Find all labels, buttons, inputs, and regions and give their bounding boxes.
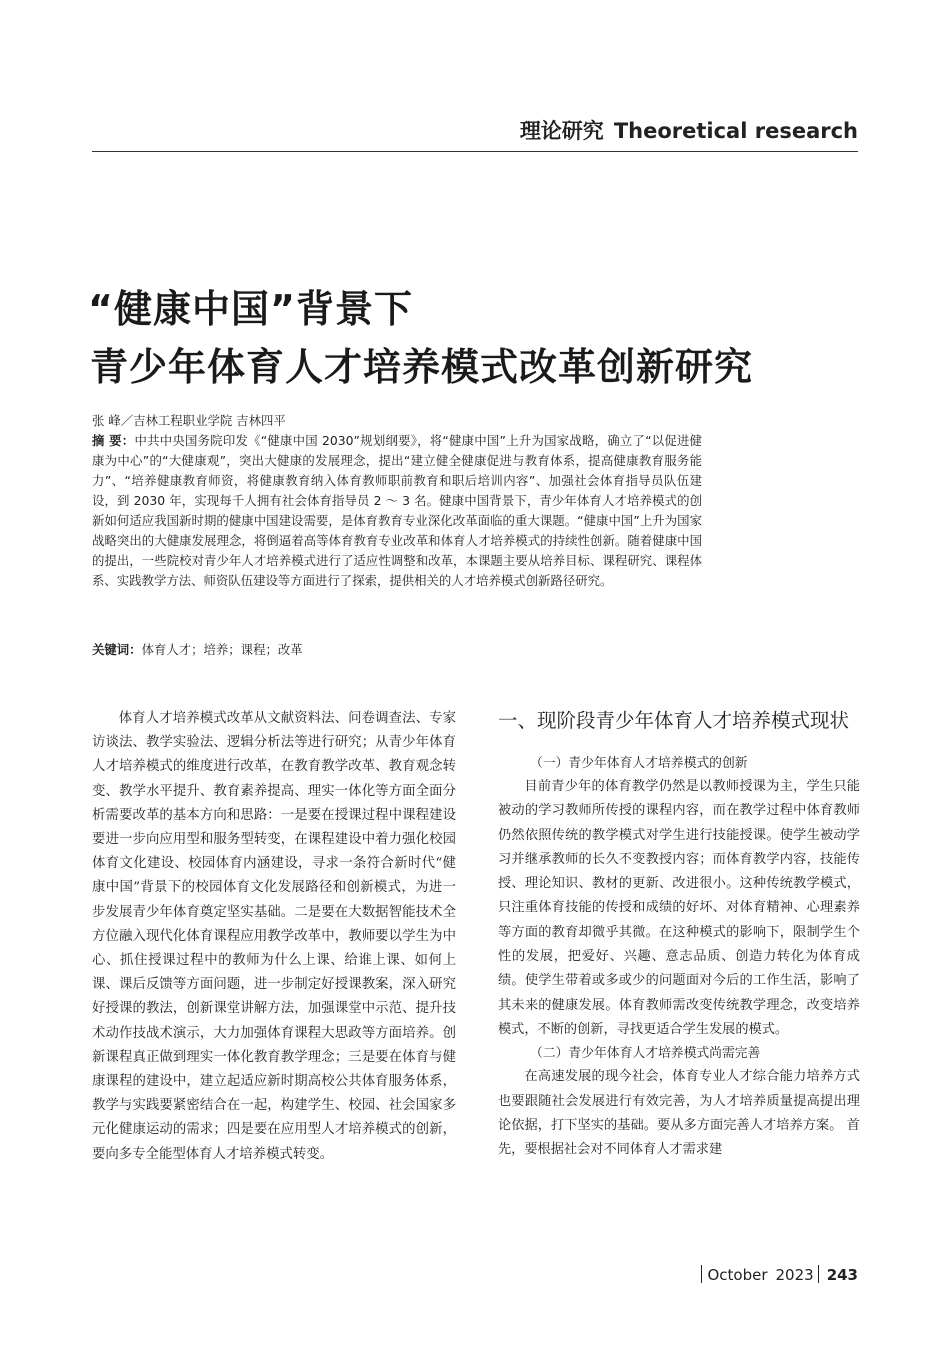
keywords-text: 体育人才；培养；课程；改革 [141,642,303,657]
footer-year: 2023 [775,1266,814,1284]
body-left-column: 体育人才培养模式改革从文献资料法、问卷调查法、专家访谈法、教学实验法、逻辑分析法等进行研究；从青少年体育人才培养模式的维度进行改革，在教育教学改革、教育观念转变、教学水平提升、教育素养提高、理实一体化等方面全面分析需要改革的基本方向和思路：一是要在授课过程中课程建设要进一步向应用型和服务型转变，在课程建设中着力强化校园体育文化建设、校园体育内涵建设，寻求一条符合新时代“健康中国”背景下的校园体育文化发展路径和创新模式，为进一步发展青少年体育奠定坚实基础。二是要在大数据智能技术全方位融入现代化体育课程应用教学改革中，教师要以学生为中心、抓住授课过程中的教师为什么上课、给谁上课、如何上课、课后反馈等方面问题，进一步制定好授课教案，深入研究好授课的教法，创新课堂讲解方法，加强课堂中示范、提升技术动作技战术演示，大力加强体育课程大思政等方面培养。创新课程真正做到理实一体化教育教学理念；三是要在体育与健康课程的建设中，建立起适应新时期高校公共体育服务体系，教学与实践要紧密结合在一起，构建学生、校园、社会国家多元化健康运动的需求；四是要在应用型人才培养模式的创新，要向多专全能型体育人才培养模式转变。 [92,711,456,1162]
footer-month: October [707,1266,768,1284]
abstract-text: 中共中央国务院印发《“健康中国 2030”规划纲要》，将“健康中国”上升为国家战略，确立了“以促进健康为中心”的“大健康观”，突出大健康的发展理念，提出“建立健全健康促进与教育体系，提高健康教育服务能力”、“培养健康教育师资，将健康教育纳入体育教师职前教育和职后培训内容”、加强社会体育指导员队伍建设，到 2030 年，实现每千人拥有社会体育指导员 2 ～ 3 名。健康中国背景下，青少年体育人才培养模式的创新如何适应我国新时期的健康中国建设需要，是体育教育专业深化改革面临的重大课题。“健康中国”上升为国家战略突出的大健康发展理念，将倒逼着高等体育教育专业改革和体育人才培养模式的持续性创新。随着健康中国的提出，一些院校对青少年人才培养模式进行了适应性调整和改革，本课题主要从培养目标、课程研究、课程体系、实践教学方法、师资队伍建设等方面进行了探索，提供相关的人才培养模式创新路径研究。 [92,433,702,588]
abstract [92,431,702,591]
author-affiliation: 张 峰／吉林工程职业学院 吉林四平 [92,413,286,428]
footer-divider [818,1265,819,1283]
journal-section-header [520,115,858,145]
abstract-label: 摘 要： [92,433,135,448]
subsection-1-text: 目前青少年的体育教学仍然是以教师授课为主，学生只能被动的学习教师所传授的课程内容，而在教学过程中体育教师仍然依照传统的教学模式对学生进行技能授课。使学生被动学习并继承教师的长久不变教授内容；而体育教学内容，技能传授、理论知识、教材的更新、改进很小。这种传统教学模式，只注重体育技能的传授和成绩的好坏、对体育精神、心理素养等方面的教育却微乎其微。在这种模式的影响下，限制学生个性的发展，把爱好、兴趣、意志品质、创造力转化为体育成绩。使学生带着或多或少的问题面对今后的工作生活，影响了其未来的健康发展。体育教师需改变传统教学理念，改变培养模式，不断的创新，寻找更适合学生发展的模式。 [498,779,860,1037]
section-title-cn: 理论研究 [519,119,604,143]
subsection-2-heading: （二）青少年体育人才培养模式尚需完善 [530,1046,761,1062]
subsection-1-heading: （一）青少年体育人才培养模式的创新 [530,756,748,771]
section-heading: 一、现阶段青少年体育人才培养模式现状 [498,709,850,732]
article-title-line-2: 青少年体育人才培养模式改革创新研究 [90,345,754,389]
keywords [92,640,702,660]
subsection-2-text: 在高速发展的现今社会，体育专业人才综合能力培养方式也要跟随社会发展进行有效完善，为人才培养质量提高提出理论依据，打下坚实的基础。要从多方面完善人才培养方案。 首先，要根据社会对不同体育人才需求建 [498,1069,860,1158]
body-right-column [498,707,860,1162]
footer-divider [701,1265,702,1283]
page-footer [701,1265,858,1284]
page-number: 243 [826,1266,858,1284]
header-divider [92,151,858,152]
section-title-en: Theoretical research [613,119,858,143]
keywords-label: 关键词： [92,642,142,657]
article-title-line-1: “健康中国”背景下 [88,287,413,331]
